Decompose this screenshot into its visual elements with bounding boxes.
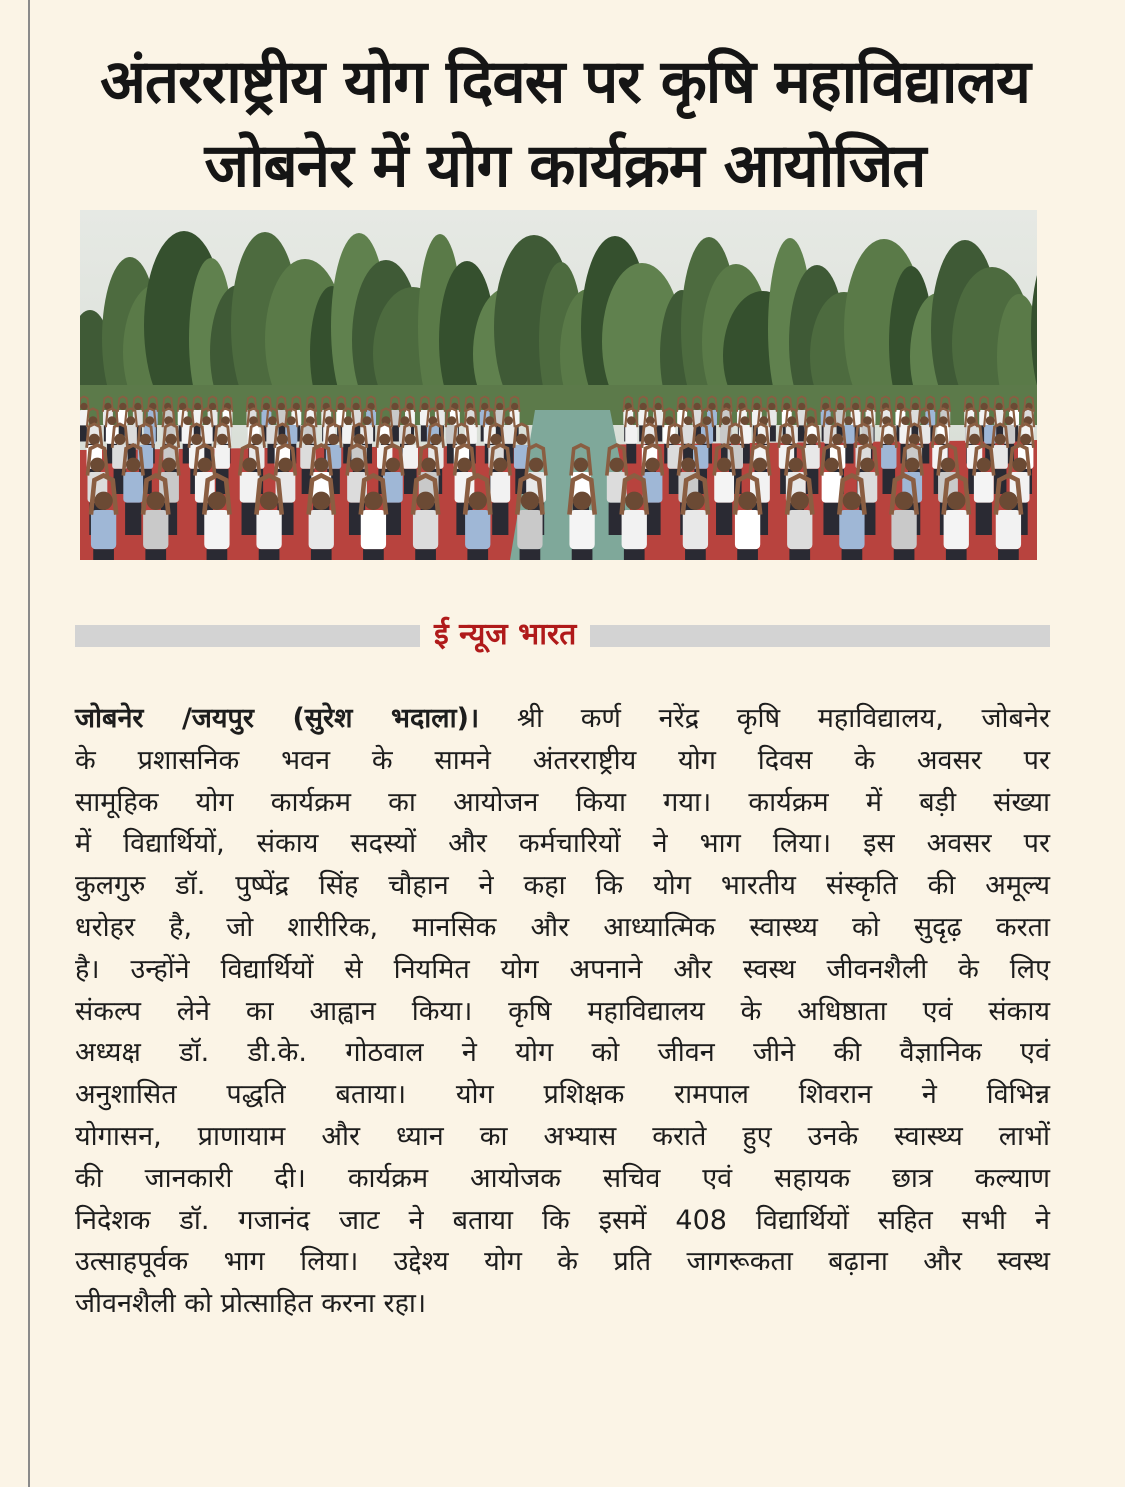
- headline-line-1: अंतरराष्ट्रीय योग दिवस पर कृषि महाविद्यालय: [100, 47, 1030, 117]
- article-line: संकल्प लेने का आह्वान किया। कृषि महाविद्यालय के अधिष्ठाता एवं संकाय: [75, 995, 1050, 1027]
- participant-figure: [804, 424, 819, 494]
- article-line: सामूहिक योग कार्यक्रम का आयोजन किया गया। कार्यक्रम में बड़ी संख्या: [75, 786, 1050, 818]
- article-line: में विद्यार्थियों, संकाय सदस्यों और कर्मचारियों ने भाग लिया। इस अवसर पर: [75, 828, 1050, 860]
- participant-figure: [822, 445, 842, 535]
- article-line-text: श्री कर्ण नरेंद्र कृषि महाविद्यालय, जोबनेर: [479, 703, 1050, 734]
- article-line: धरोहर है, जो शारीरिक, मानसिक और आध्यात्मिक स्वास्थ्य को सुदृढ़ करता: [75, 911, 1050, 943]
- article-line: उत्साहपूर्वक भाग लिया। उद्देश्य योग के प्रति जागरूकता बढ़ाना और स्वस्थ: [75, 1246, 1050, 1278]
- participant-figure: [974, 445, 994, 535]
- headline: [60, 40, 1070, 208]
- article-line: निदेशक डॉ. गजानंद जाट ने बताया कि इसमें 408 विद्यार्थियों सहित सभी ने: [75, 1204, 1050, 1236]
- participant-figure: [123, 445, 143, 535]
- byline-source: ई न्यूज भारत: [420, 612, 590, 658]
- article-line: की जानकारी दी। कार्यक्रम आयोजक सचिव एवं सहायक छात्र कल्याण: [75, 1162, 1050, 1194]
- article-line: के प्रशासनिक भवन के सामने अंतरराष्ट्रीय योग दिवस के अवसर पर: [75, 744, 1050, 776]
- article-line: जीवनशैली को प्रोत्साहित करना रहा।: [75, 1288, 427, 1320]
- article-line: कुलगुरु डॉ. पुष्पेंद्र सिंह चौहान ने कहा कि योग भारतीय संस्कृति की अमूल्य: [75, 870, 1050, 902]
- news-photo: [80, 210, 1037, 560]
- yoga-event-photo: [80, 210, 1037, 560]
- article-line: योगासन, प्राणायाम और ध्यान का अभ्यास कराते हुए उनके स्वास्थ्य लाभों: [75, 1120, 1050, 1152]
- column-rule: [28, 0, 30, 1487]
- dateline: जोबनेर /जयपुर (सुरेश भदाला)।: [75, 703, 480, 734]
- headline-line-2: जोबनेर में योग कार्यक्रम आयोजित: [204, 131, 926, 201]
- article-line: अध्यक्ष डॉ. डी.के. गोठवाल ने योग को जीवन जीने की वैज्ञानिक एवं: [75, 1037, 1050, 1069]
- participant-figure: [490, 445, 510, 535]
- participant-figure: [625, 409, 637, 464]
- participant-figure: [714, 445, 734, 535]
- article-body: [75, 698, 1050, 1325]
- article-line: अनुशासित पद्धति बताया। योग प्रशिक्षक रामपाल शिवरान ने विभिन्न: [75, 1079, 1050, 1111]
- article-line: है। उन्होंने विद्यार्थियों से नियमित योग अपनाने और स्वस्थ जीवनशैली के लिए: [75, 953, 1050, 985]
- article-line: [75, 698, 1050, 740]
- participant-figure: [682, 409, 694, 464]
